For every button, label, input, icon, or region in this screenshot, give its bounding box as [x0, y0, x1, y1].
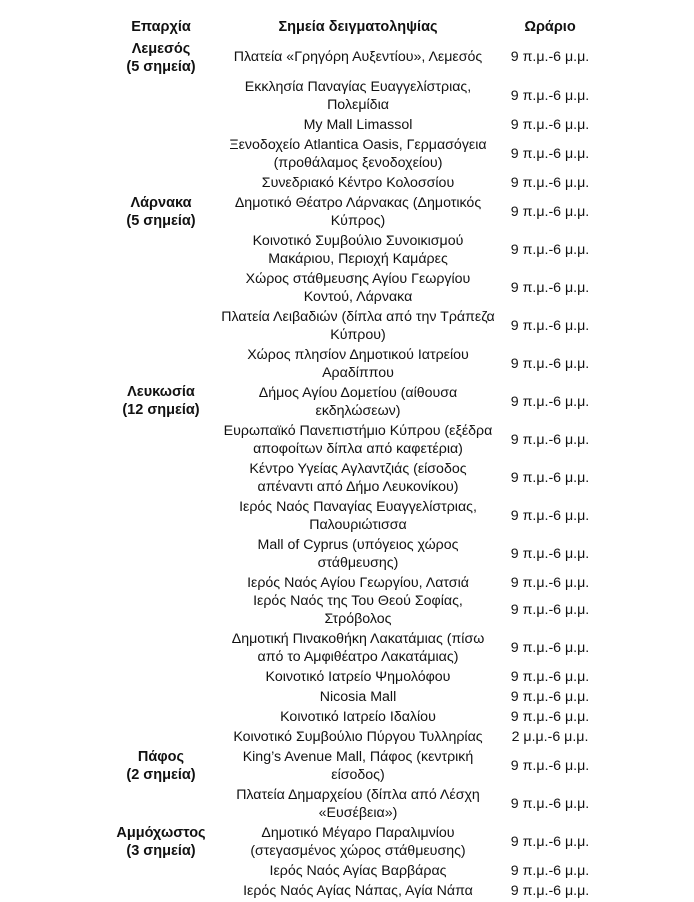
site-line: Αραδίππου	[322, 365, 394, 381]
site-text	[243, 882, 473, 900]
site-line: Ευρωπαϊκό Πανεπιστήμιο Κύπρου (εξέδρα	[223, 423, 493, 439]
site-line: Μακάριου, Περιοχή Καμάρες	[268, 251, 448, 267]
table-row-site	[210, 592, 506, 628]
table-row-site	[210, 668, 506, 686]
table-row-hours: 9 π.μ.-6 μ.μ.	[510, 146, 590, 162]
site-line: Στρόβολος	[324, 611, 392, 627]
table-row-hours: 9 π.μ.-6 μ.μ.	[510, 470, 590, 486]
table-row-site	[210, 174, 506, 192]
table-row-site	[210, 116, 506, 134]
site-text	[262, 174, 454, 192]
table-row-site	[210, 194, 506, 230]
site-line: Ξενοδοχείο Atlantica Oasis, Γερμασόγεια	[229, 137, 487, 153]
table-row-site	[210, 422, 506, 458]
site-line: Ιερός Ναός Αγίας Βαρβάρας	[269, 863, 447, 879]
site-text	[280, 708, 436, 726]
district-count: (2 σημεία)	[126, 767, 196, 783]
site-text	[236, 786, 480, 822]
table-row-site	[210, 498, 506, 534]
site-text	[234, 48, 483, 66]
site-line: King’s Avenue Mall, Πάφος (κεντρική	[242, 749, 474, 765]
table-row-hours: 9 π.μ.-6 μ.μ.	[510, 49, 590, 65]
table-row-hours: 9 π.μ.-6 μ.μ.	[510, 546, 590, 562]
site-line: Δημοτικό Θέατρο Λάρνακας (Δημοτικός	[234, 195, 482, 211]
table-row-site	[210, 308, 506, 344]
site-text	[246, 270, 471, 306]
district-count: (5 σημεία)	[126, 213, 196, 229]
site-line: Χώρος στάθμευσης Αγίου Γεωργίου	[245, 271, 471, 287]
table-row-site	[210, 536, 506, 572]
district-name: Λεμεσός	[131, 41, 191, 57]
site-text	[258, 536, 459, 572]
table-row-hours: 9 π.μ.-6 μ.μ.	[510, 432, 590, 448]
site-text	[243, 748, 474, 784]
table-row-site	[210, 574, 506, 592]
table-row-site	[210, 748, 506, 784]
site-text	[249, 460, 466, 496]
table-row-hours: 9 π.μ.-6 μ.μ.	[510, 575, 590, 591]
site-line: Παλουριώτισσα	[309, 517, 407, 533]
table-row-site	[210, 688, 506, 706]
table-row-hours: 9 π.μ.-6 μ.μ.	[510, 204, 590, 220]
table-row-site	[210, 728, 506, 746]
site-text	[232, 630, 485, 666]
table-row-site	[210, 136, 506, 172]
site-text	[224, 422, 493, 458]
table-row-site	[210, 786, 506, 822]
site-line: Ιερός Ναός Παναγίας Ευαγγελίστριας,	[239, 499, 477, 515]
district-count: (5 σημεία)	[126, 59, 196, 75]
site-line: Δημοτικό Μέγαρο Παραλιμνίου	[261, 825, 455, 841]
site-line: Δημοτική Πινακοθήκη Λακατάμιας (πίσω	[231, 631, 485, 647]
table-row-hours: 9 π.μ.-6 μ.μ.	[510, 863, 590, 879]
table-row-site	[210, 708, 506, 726]
site-line: Πλατεία Λειβαδιών (δίπλα από την Τράπεζα	[221, 309, 495, 325]
district-name: Λευκωσία	[127, 384, 195, 400]
table-row-hours: 9 π.μ.-6 μ.μ.	[510, 394, 590, 410]
table-row-site	[210, 78, 506, 114]
site-line: Κέντρο Υγείας Αγλαντζιάς (είσοδος	[249, 461, 467, 477]
site-line: Πλατεία Δημαρχείου (δίπλα από Λέσχη	[236, 787, 480, 803]
header-site: Σημεία δειγματοληψίας	[278, 19, 438, 35]
site-text	[247, 346, 469, 382]
site-line: Πλατεία «Γρηγόρη Αυξεντίου», Λεμεσός	[233, 49, 483, 65]
site-text	[253, 592, 463, 628]
site-line: «Ευσέβεια»)	[318, 805, 398, 821]
site-line: Ιερός Ναός της Του Θεού Σοφίας,	[253, 593, 463, 609]
site-line: My Mall Limassol	[303, 117, 413, 133]
site-line: (στεγασμένος χώρος στάθμευσης)	[250, 843, 466, 859]
table-row-hours: 9 π.μ.-6 μ.μ.	[510, 356, 590, 372]
table-row-site	[210, 346, 506, 382]
table-row-hours: 9 π.μ.-6 μ.μ.	[510, 175, 590, 191]
site-line: Κοντού, Λάρνακα	[303, 289, 413, 305]
site-text	[304, 116, 413, 134]
site-line: αποφοίτων δίπλα από καφετέρια)	[253, 441, 463, 457]
site-line: είσοδος)	[331, 767, 385, 783]
table-row-hours: 9 π.μ.-6 μ.μ.	[510, 709, 590, 725]
site-line: Δήμος Αγίου Δομετίου (αίθουσα	[258, 385, 458, 401]
district-paphos	[108, 748, 214, 784]
site-text	[266, 668, 451, 686]
table-row-hours: 9 π.μ.-6 μ.μ.	[510, 758, 590, 774]
table-row-hours: 9 π.μ.-6 μ.μ.	[510, 117, 590, 133]
site-line: Κοινοτικό Ιατρείο Ιδαλίου	[280, 709, 436, 725]
site-text	[233, 728, 482, 746]
site-text	[320, 688, 396, 706]
table-row-site	[210, 824, 506, 860]
site-line: Χώρος πλησίον Δημοτικού Ιατρείου	[247, 347, 469, 363]
site-line: Κοινοτικό Συμβούλιο Συνοικισμού	[252, 233, 464, 249]
table-row-hours: 9 π.μ.-6 μ.μ.	[510, 834, 590, 850]
table-row-hours: 9 π.μ.-6 μ.μ.	[510, 640, 590, 656]
table-row-hours: 9 π.μ.-6 μ.μ.	[510, 280, 590, 296]
site-text	[253, 232, 464, 268]
site-line: Mall of Cyprus (υπόγειος χώρος	[257, 537, 459, 553]
table-row-hours: 9 π.μ.-6 μ.μ.	[510, 669, 590, 685]
site-text	[229, 136, 486, 172]
site-line: Κοινοτικό Ιατρείο Ψημολόφου	[265, 669, 451, 685]
table-row-site	[210, 460, 506, 496]
site-text	[250, 824, 465, 860]
site-text	[221, 308, 495, 344]
site-line: Κύπρου)	[330, 327, 386, 343]
district-count: (12 σημεία)	[122, 402, 200, 418]
site-line: στάθμευσης)	[317, 555, 399, 571]
site-line: εκδηλώσεων)	[315, 403, 401, 419]
site-text	[259, 384, 457, 420]
district-limassol	[108, 40, 214, 76]
site-line: Κύπρος)	[330, 213, 386, 229]
table-row-hours: 9 π.μ.-6 μ.μ.	[510, 242, 590, 258]
table-row-hours: 9 π.μ.-6 μ.μ.	[510, 508, 590, 524]
table-row-site	[210, 862, 506, 880]
header-hours: Ωράριο	[524, 19, 576, 35]
table-row-hours: 9 π.μ.-6 μ.μ.	[510, 796, 590, 812]
site-line: (προθάλαμος ξενοδοχείου)	[273, 155, 443, 171]
table-row-site	[210, 882, 506, 900]
table-row-hours: 9 π.μ.-6 μ.μ.	[510, 689, 590, 705]
table-row-hours: 9 π.μ.-6 μ.μ.	[510, 318, 590, 334]
table-row-site	[210, 48, 506, 66]
table-row-hours: 2 μ.μ.-6 μ.μ.	[511, 729, 589, 745]
table-row-hours: 9 π.μ.-6 μ.μ.	[510, 883, 590, 899]
site-text	[235, 194, 481, 230]
site-text	[270, 862, 447, 880]
table-row-site	[210, 232, 506, 268]
site-line: Συνεδριακό Κέντρο Κολοσσίου	[261, 175, 455, 191]
site-line: Κοινοτικό Συμβούλιο Πύργου Τυλληρίας	[233, 729, 483, 745]
site-text	[245, 78, 471, 114]
site-line: απέναντι από Δήμο Λευκονίκου)	[257, 479, 459, 495]
table-row-site	[210, 630, 506, 666]
district-name: Λάρνακα	[130, 195, 192, 211]
site-line: Nicosia Mall	[319, 689, 397, 705]
district-name: Αμμόχωστος	[116, 825, 206, 841]
district-larnaca	[108, 194, 214, 230]
site-text	[247, 574, 469, 592]
table-row-hours: 9 π.μ.-6 μ.μ.	[510, 88, 590, 104]
district-famagusta	[108, 824, 214, 860]
district-name: Πάφος	[137, 749, 185, 765]
site-text	[239, 498, 477, 534]
site-line: Ιερός Ναός Αγίας Νάπας, Αγία Νάπα	[243, 883, 473, 899]
site-line: Πολεμίδια	[327, 97, 389, 113]
site-line: Ιερός Ναός Αγίου Γεωργίου, Λατσιά	[247, 575, 469, 591]
table-row-site	[210, 384, 506, 420]
header-district: Επαρχία	[131, 19, 191, 35]
site-line: από το Αμφιθέατρο Λακατάμιας)	[257, 649, 459, 665]
table-row-hours: 9 π.μ.-6 μ.μ.	[510, 602, 590, 618]
table-row-site	[210, 270, 506, 306]
district-count: (3 σημεία)	[126, 843, 196, 859]
site-line: Εκκλησία Παναγίας Ευαγγελίστριας,	[244, 79, 472, 95]
district-nicosia	[108, 383, 214, 419]
